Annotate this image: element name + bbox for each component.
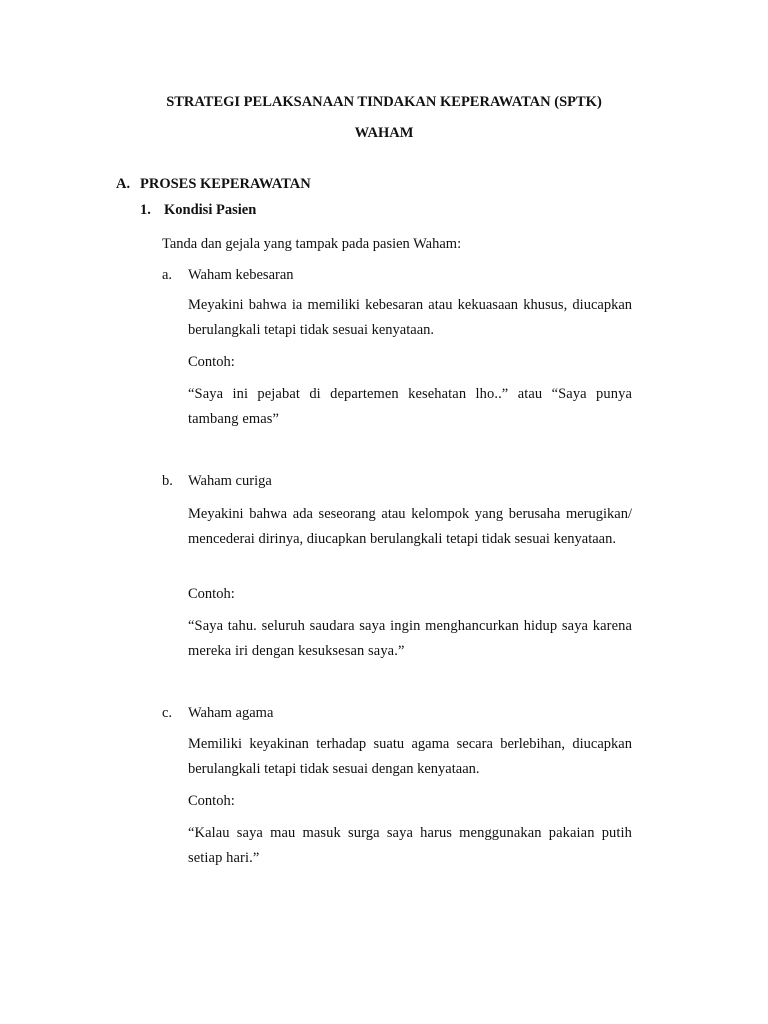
list-item-marker: a. [162,267,173,283]
intro-text: Tanda dan gejala yang tampak pada pasien Waham: [162,236,462,252]
example-label: Contoh: [188,586,235,602]
list-item-description: Meyakini bahwa ada seseorang atau kelompok yang berusaha merugikan/ mencederai dirinya, diucapkan berulangkali tetapi tidak sesuai kenyataan. [188,506,632,547]
section-heading: PROSES KEPERAWATAN [140,176,311,192]
list-item-marker: b. [162,473,173,489]
list-item-heading: Waham agama [188,705,274,721]
subsection-marker: 1. [140,202,151,218]
example-quote: “Saya tahu. seluruh saudara saya ingin menghancurkan hidup saya karena mereka iri dengan kesuksesan saya.” [188,618,632,659]
section-marker: A. [116,176,131,192]
document-title: STRATEGI PELAKSANAAN TINDAKAN KEPERAWATAN (SPTK) [166,94,602,110]
example-label: Contoh: [188,354,235,370]
list-item-description: Meyakini bahwa ia memiliki kebesaran atau kekuasaan khusus, diucapkan berulangkali tetapi tidak sesuai kenyataan. [188,297,632,338]
list-item-heading: Waham curiga [188,473,272,489]
list-item-heading: Waham kebesaran [188,267,294,283]
example-quote: “Kalau saya mau masuk surga saya harus menggunakan pakaian putih setiap hari.” [188,825,632,866]
example-quote: “Saya ini pejabat di departemen kesehatan lho..” atau “Saya punya tambang emas” [188,386,632,427]
example-label: Contoh: [188,793,235,809]
document-subtitle: WAHAM [354,125,414,141]
list-item-marker: c. [162,705,173,721]
list-item-description: Memiliki keyakinan terhadap suatu agama secara berlebihan, diucapkan berulangkali tetapi tidak sesuai dengan kenyataan. [188,736,632,777]
subsection-heading: Kondisi Pasien [164,202,257,218]
